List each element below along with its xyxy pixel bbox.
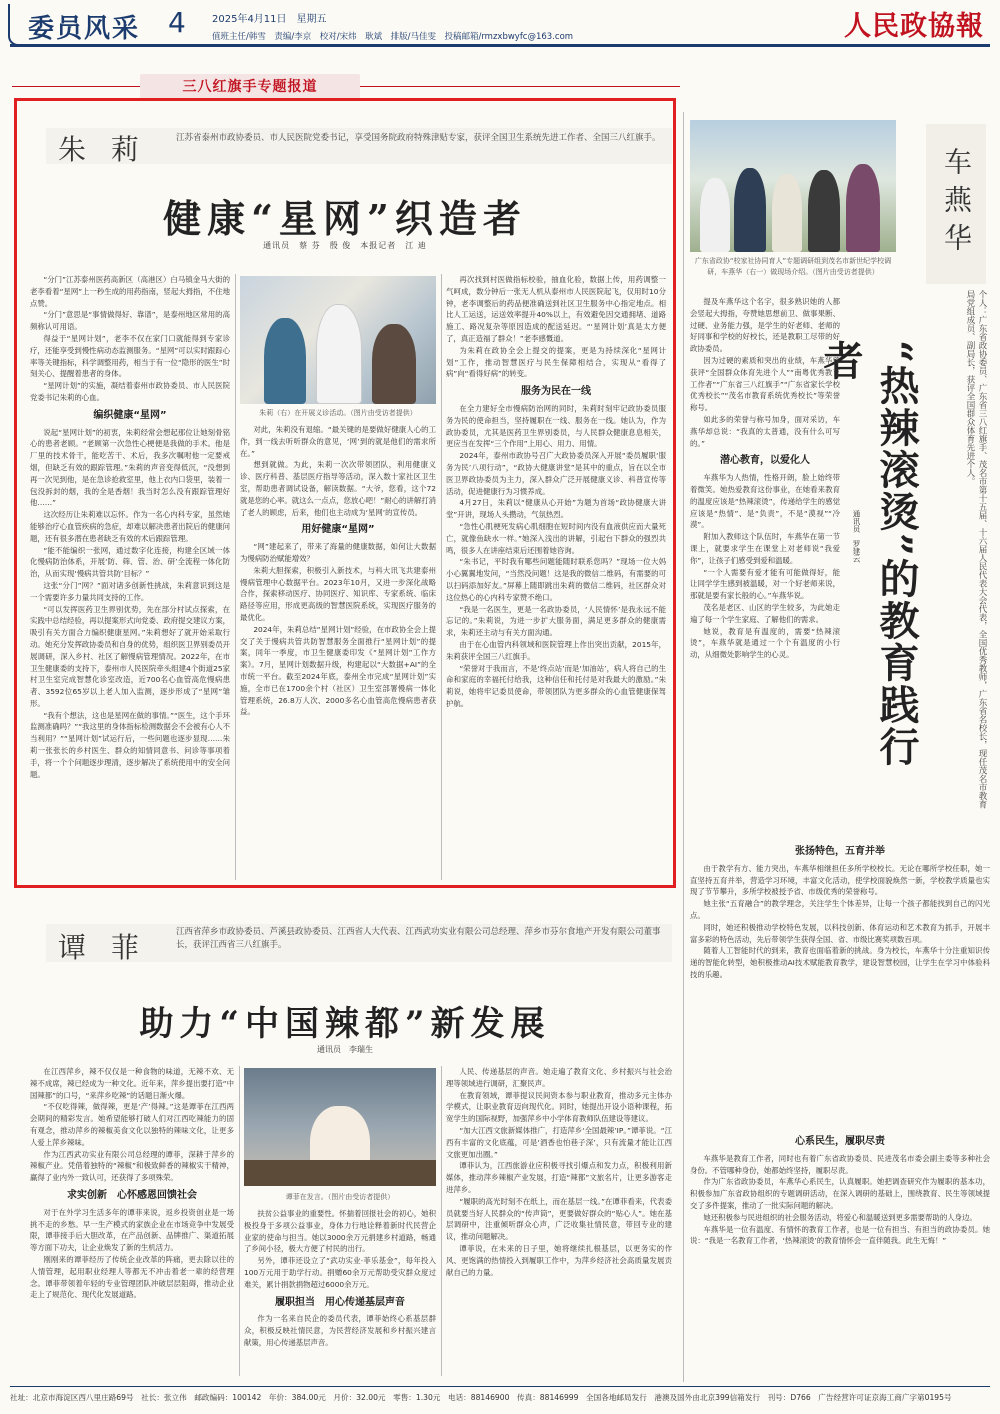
paragraph: 刚刚来的谭菲经历了传统企业改革的阵痛，更去除以往的人情管理，起用职业经理人等都无不冲击着老一辈的经营理念。谭菲带领着年轻的专业管理团队冲破层层阻碍，推动企业走上了规范化、现代化发展道路。 — [30, 1254, 234, 1300]
article1-photo — [240, 276, 436, 404]
section-divider — [683, 112, 684, 1382]
article2-column-3 — [690, 1130, 990, 1374]
paragraph: 作为江西武功实业有限公司总经理的谭菲，深耕于萍乡的辣椒产业。凭借着独特的“辣椒”和极致鲜香的辣椒实干精神，赢得了业内外一致认可，还获得了多项殊荣。 — [30, 1149, 234, 1183]
article1-column-2 — [240, 424, 436, 880]
paragraph: “急性心肌梗死发病心肌细胞在短时间内没有血液供应而大量死亡，就像鱼缺水一样。”她深入浅出的讲解，引起台下群众的强烈共鸣，很多人在讲座结束后还围着她咨询。 — [446, 521, 666, 555]
person-name: 朱 莉 — [58, 133, 147, 166]
paragraph: “分门”江苏泰州医药高新区（高港区）白马镇金马大街的老李看着“星网”上一秒生成的用药指南，竖起大拇指，不住地点赞。 — [30, 275, 230, 308]
paragraph: “我是一名医生，更是一名政协委员，‘人民情怀’是我永远不能忘记的。”朱莉说，为进一步扩大服务面，满足更多群众的健康需求，朱莉还主动与有关方面沟通。 — [446, 604, 666, 638]
paragraph: 为朱莉在政协全会上提交的提案，更是为持续深化“星网计划”工作，推动智慧医疗与民生保障相结合，实现从“看得了病”向“看得好病”的转变。 — [446, 345, 666, 379]
paragraph: 她主张“五育融合”的教学理念，关注学生个体差异，让每一个孩子都能找到自己的闪光点。 — [690, 899, 990, 920]
masthead — [0, 0, 1000, 52]
paragraph: 对于在外学习生活多年的谭菲来说，返乡投资创业是一场挑不走的乡愁。早一生产模式的家族企业在市场竞争中发展受限，谭菲接手后大胆改革，在产品创新、品牌推广、渠道拓展等方面下功夫，让企业焕发了新的生机活力。 — [30, 1207, 234, 1253]
paragraph: “朱书记，平时我有哪些问题能随时联系您吗？”现场一位大妈小心翼翼地发问，“当然没问题！这是我的微信二维码，有需要的可以扫码添加好友。”屏幕上随即跳出朱莉的微信二维码，社区群众对这位热心的心内科专家赞不绝口。 — [446, 557, 666, 602]
paragraph: 这次经历让朱莉难以忘怀。作为一名心内科专家，虽然她能够治疗心血管疾病的急症，却难以解决患者出院后的健康问题，还有很多潜在患者缺乏有效的术后跟踪管理。 — [30, 510, 230, 543]
paragraph: “能不能编织一张网，通过数字化连接，构建全区域一体化慢病防治体系，开展‘防、筛、管、治、研’全流程一体化防治，从而实现‘慢病共管共防’目标？” — [30, 545, 230, 579]
paragraph: 车燕华为人热情，性格开朗，脸上始终带着微笑。她热爱教育这份事业，在她看来教育的温度应该是“热辣滚烫”，传递给学生的感觉应该是“热情”、是“负责”，不是“漠视”“冷漠”。 — [690, 473, 840, 530]
paragraph: “星网计划”的实施，凝结着泰州市政协委员、市人民医院党委书记朱莉的心血。 — [30, 381, 230, 402]
ribbon-line-left — [12, 86, 142, 87]
paragraph: 茂名是老区、山区的学生较多，为此她走遍了每一个学生家庭、了解他们的需求。 — [690, 602, 840, 624]
paragraph: 谭菲认为，江西旅游业应积极寻找引爆点和发力点，积极利用新媒体，推动萍乡辣椒产业发展，打造“辣都”文旅名片，让更多游客走进萍乡。 — [446, 1161, 672, 1194]
paragraph: 扶贫公益事业的重要性。怀揣着回报社会的初心，她积极投身于多项公益事业，身体力行地诠释着新时代民营企业家的使命与担当。她以3000余万元捐建乡村道路，畅通了乡间小径，极大方便了村民的出行。 — [244, 1209, 436, 1254]
photo-caption: 朱莉（右）在开展义诊活动。（图片由受访者提供） — [259, 409, 417, 417]
article2-column-2 — [690, 840, 990, 1040]
paragraph: “可以发挥医药卫生界别优势，先在部分村试点探索，在实践中总结经验，再以提案形式向党委、政府提交建议方案，吸引有关方面合力编织健康星网。”朱莉想好了就开始采取行动。她充分发挥政协委员和自身的优势，组织医卫界别委员开展调研，深入乡村、社区了解慢病管理情况。2022年，在市卫生健康委的支持下，泰州市人民医院牵头组建4个街道25家村卫生室完成智慧化诊室改造，近700名心血管高危慢病患者、3592位65岁以上老人加入监测，逐步形成了“星网”雏形。 — [30, 604, 230, 708]
paragraph: “加大江西文旅新媒体推广，打造萍乡‘全国最辣’IP。”谭菲说。“江西有丰富的文化底蕴，可是‘酒香也怕巷子深’，只有流量才能让江西文旅更加出圈。” — [446, 1125, 672, 1159]
paragraph: 同时，她还积极推动学校特色发展，以科技创新、体育运动和艺术教育为抓手，开展丰富多彩的特色活动，先后带领学生获得全国、省、市级比赛奖项数百项。 — [690, 922, 990, 944]
masthead-bracket — [8, 4, 18, 46]
photo-figure — [264, 318, 306, 404]
subhead: 编织健康“星网” — [93, 409, 167, 421]
paragraph: 在全力建好全市慢病防治网的同时，朱莉时刻牢记政协委员服务为民的使命担当，坚持履职在一线、服务在一线。她认为，作为政协委员，尤其是医药卫生界别委员，与人民群众健康息息相关，更应当在发挥“三个作用”上用心、用力、用情。 — [446, 403, 666, 449]
person-intro: 个人：广东省政协委员、广东省三八红旗手、茂名市第十五届、十六届人民代表大会代表，全国优秀教师，广东省名校长，现任茂名市教育局党组成员、副局长，获评全国群众体育先进个人。 — [965, 290, 987, 809]
paragraph: “我有个想法，这也是星网在做的事情。”“医生，这个手环监测准确吗？”“我这里的身体指标检测数据会不会被有心人不当利用？”“星网计划”试运行后，一些问题也逐步显现……朱莉一张张长的乡村医生、群众的知情同意书、问诊等事项着手，将一个个问题逐步理清，逐步解决了系统使用中的安全问题。 — [30, 710, 230, 779]
paragraph: 说起“星网计划”的初衷，朱莉经常会想起那位让她刻骨铭心的患者老顾。“老顾第一次急性心梗便是我做的手术。他是厂里的技术骨干，能吃苦干、术后，我多次嘱咐他一定要戒烟，但缺乏有效的跟踪管理。”朱莉的声音变得低沉，“没想到再一次见到他，是在急诊抢救室里，他上衣内口袋里，装着一包没拆封的烟，我的全是香烟！我当时怎么没有跟踪管理好他……” — [30, 427, 230, 508]
masthead-rule — [10, 44, 990, 47]
photo-figure — [316, 304, 362, 404]
photo-figure — [372, 324, 416, 404]
paragraph: 如此多的荣誉与称号加身，面对采访，车燕华却总说：“我真的太普通，没有什么可写的。” — [690, 414, 840, 448]
article3-column-1 — [30, 1066, 234, 1376]
paragraph: 人民、传递基层的声音。她走遍了教育文化、乡村振兴与社会治理等领域进行调研，汇聚民声。 — [446, 1067, 672, 1088]
paragraph: 这张“分门”网？”面对诸多创新性挑战，朱莉意识到这是一个需要许多力量共同支持的工作。 — [30, 580, 230, 602]
issue-date: 2025年4月11日 星期五 — [212, 14, 327, 25]
article1-column-3 — [446, 274, 666, 880]
footer-rule — [10, 1386, 990, 1387]
paragraph: 另外，谭菲还设立了“武功实业·菲乐基金”，每年投入100万元用于助学行动。捐赠60余万元帮助受灾群众度过难关，累计捐款捐物超过6000余万元。 — [244, 1256, 436, 1289]
paragraph: 2024年，泰州市政协号召广大政协委员深入开展“委员履职‘服务为民’八项行动”，“政协大健康讲堂”是其中的重点，旨在以全市医卫界政协委员为主力，深入群众广泛开展健康义诊、科普宣传等活动，促进健康行为习惯养成。 — [446, 451, 666, 496]
paragraph: 对此，朱莉没有退缩。“最关键的是要做好健康人心的工作，到一线去听听群众的意见，‘网’到的就是他们的需求所在。” — [240, 425, 436, 458]
paragraph: 车燕华是一位有温度、有情怀的教育工作者，也是一位有担当、有担当的政协委员。她说：“我是一名教育工作者，‘热辣滚烫’的教育情怀会一直伴随我。此生无悔！” — [690, 1224, 990, 1246]
paragraph: 谭菲说，在未来的日子里，她将继续扎根基层，以更务实的作风、更饱满的热情投入到履职工作中，为萍乡经济社会高质量发展贡献自己的力量。 — [446, 1243, 672, 1277]
article2-photo — [690, 120, 896, 252]
paragraph: 她还积极参与民进组织的社会服务活动，将爱心和温暖送到更多需要帮助的人身边。 — [703, 1212, 977, 1222]
person-name: 车燕华 — [926, 124, 986, 284]
paragraph: 提及车燕华这个名字，很多熟识她的人都会竖起大拇指，夸赞她思想前卫、做事果断、过硬、业务能力强，是学生的好老师、老师的好同事和学校的好校长，还是教职工尽带的好政协委员。 — [690, 297, 840, 354]
photo-figure — [846, 164, 880, 252]
photo-figure — [734, 168, 766, 252]
article-byline: 通讯员 蔡 芬 殷 俊 本报记者 江 迪 — [263, 241, 427, 250]
paragraph: 在江西萍乡，辣不仅仅是一种食物的味道，无辣不欢、无辣不成席，辣已经成为一种文化。近年来，萍乡提出要打造“中国辣都”的口号，“来萍乡吃辣”的话题日渐火爆。 — [30, 1067, 234, 1100]
subhead: 用好健康“星网” — [301, 524, 375, 536]
photo-figure — [808, 170, 840, 252]
photo-caption: 广东省政协“校家社协同育人”专题调研组到茂名市新世纪学校调研，车燕华（右一）做现场介绍。（图片由受访者提供） — [694, 257, 892, 276]
person-intro: 江苏省泰州市政协委员、市人民医院党委书记，享受国务院政府特殊津贴专家，获评全国卫生系统先进工作者、全国三八红旗手。 — [176, 133, 661, 143]
column-divider — [441, 274, 442, 880]
article-byline: 通讯员 李瑞生 — [317, 1045, 373, 1054]
paragraph: 作为广东省政协委员，车燕华心系民生，认真履职。她把调查研究作为履职的基本功，积极参加广东省政协组织的专题调研活动，在深入调研的基础上，围绕教育、民生等领域提交了多件提案，推动了一批实际问题的解决。 — [690, 1177, 990, 1210]
paragraph: 车燕华是教育工作者，同时也有着广东省政协委员、民进茂名市委会副主委等多种社会身份。不管哪种身份，她都始终坚持，履职尽责。 — [690, 1153, 990, 1175]
paragraph: 2024年，朱莉总结“星网计划”经验，在市政协全会上提交了关于慢病共管共防智慧服务全面推行“星网计划”的提案，同年一季度，市卫生健康委印发《“星网计划”工作方案》。7月，星网计划数据升级，构建起以“大数据+AI”的全市统一平台。截至2024年底，泰州全市完成“星网计划”实施，全市已在1700余个村（社区）卫生室部署慢病一体化管理系统，26.8万人次、2000多名心血管高危慢病患者获益。 — [240, 624, 436, 717]
paragraph: 附加入教师这个队伍时，车燕华在第一节课上，就要求学生在课堂上对老师说“我爱你”，让孩子们感受到爱和温暖。 — [690, 532, 840, 565]
paragraph: “不仅吃得辣，做得辣，更是‘产’得辣。”这是谭菲在江西两会期间的精彩发言。她希望能够打破人们对江西吃辣能力的固有观念，推动萍乡的辣椒美食文化以独特的辣味文化，让更多人爱上萍乡辣味。 — [30, 1102, 234, 1147]
article3-column-2 — [244, 1208, 436, 1376]
paragraph: 得益于“星网计划”，老李不仅在家门口就能得到专家诊疗，还能享受到慢性病动态监测服务。“星网”可以实时跟踪心率等关键指标，科学调整用药，相当于有一位“隐形的医生”时刻关心、提醒着患者的身体。 — [30, 333, 230, 379]
newspaper-logo: 人民政協報 — [844, 11, 984, 42]
article-headline[interactable]: 健康“星网”织造者 — [163, 196, 527, 241]
article1-column-1 — [30, 274, 230, 880]
paragraph: 想到就做。为此，朱莉一次次带领团队，利用健康义诊、医疗科普、基层医疗指导等活动，深入数十家社区卫生室，帮助患者调试设备，解读数据。“大爷，您看，这个72就是您的心率。就这么一点点，您放心吧！”耐心的讲解打消了老人的顾虑，后来，他们也主动成为‘星网’的宣传员。 — [240, 460, 436, 517]
article3-column-3 — [446, 1066, 672, 1376]
editors-line: 值班主任/韩雪 责编/李京 校对/宋炜 耿斌 排版/马佳雯 投稿邮箱/rmzxbwyfc@163.com — [212, 32, 574, 42]
article-byline: 通讯员 罗建云 — [852, 510, 861, 563]
paragraph: “网”建起来了，带来了海量的健康数据，如何让大数据为慢病防治赋能增效？ — [240, 542, 436, 563]
article-headline[interactable]: “热辣滚烫”的教育践行者 — [817, 340, 920, 769]
article3-photo — [244, 1068, 436, 1186]
article-headline[interactable]: 助力“中国辣都”新发展 — [139, 1004, 551, 1044]
photo-figure — [772, 174, 802, 252]
person-intro: 江西省萍乡市政协委员、芦溪县政协委员、江西省人大代表、江西武功实业有限公司总经理、萍乡市芬尔食地产开发有限公司董事长，获评江西省三八红旗手。 — [176, 927, 661, 950]
footer-info: 社址：北京市海淀区西八里庄路69号 社长：张立伟 邮政编码：100142 年价：384.00元 月价：32.00元 零售：1.30元 电话：88146900 传真：88146999 全国各地邮局发行 港澳及国外由北京399信箱发行 刊号：D766 广告经营许可证京海工商广字第0195号 — [10, 1393, 952, 1402]
paragraph: 朱莉大胆探索，积极引入新技术，与科大讯飞共建泰州慢病管理中心数据平台。2023年10月，又进一步深化战略合作，探索移动医疗、协同医疗、知识库、专家系统、临床路径等应用，形成更高级的智慧医院系统，实现医疗服务的最优化。 — [240, 565, 436, 622]
subhead: 潜心教育，以爱化人 — [720, 455, 810, 467]
paragraph: 由于在心血管内科领域和医院管理上作出突出贡献，2015年，朱莉获评全国三八红旗手。 — [446, 639, 666, 661]
photo-caption: 谭菲在发言。（图片由受访者提供） — [285, 1193, 395, 1201]
person-name: 谭 菲 — [58, 931, 147, 964]
section-title: 委员风采 — [28, 14, 141, 44]
paragraph: “荣誉对于我而言，不是‘终点站’而是‘加油站’，病人将自己的生命和家庭的幸福托付给我，这种信任和托付是对我最大的激励。”朱莉说，她将牢记委员使命，带领团队为更多群众的心血管健康保驾护航。 — [446, 663, 666, 708]
paragraph: “履职的高光时刻不在纸上，而在基层一线。”在谭菲看来，代表委员就要当好人民群众的“传声筒”，更要做好群众的“贴心人”。她在基层调研中，注重倾听群众心声，广泛收集社情民意，带回专业的建议，推动问题解决。 — [446, 1196, 672, 1242]
special-report-ribbon: 三八红旗手专题报道 — [140, 74, 360, 100]
subhead: 履职担当 用心传递基层声音 — [275, 1296, 405, 1308]
subhead: 张扬特色，五育并举 — [795, 846, 885, 857]
subhead: 求实创新 心怀感恩回馈社会 — [67, 1189, 197, 1201]
column-divider — [235, 274, 236, 880]
paragraph: “分门”意思是“事情做得好、靠谱”，是泰州地区常用的高频称认可用语。 — [30, 310, 230, 332]
subhead: 服务为民在一线 — [521, 386, 591, 398]
article2-column-1 — [690, 296, 840, 816]
photo-desk — [244, 1160, 436, 1186]
paragraph: 由于教学有方、能力突出，车燕华相继担任多所学校校长。无论在哪所学校任职，她一直坚持五育并举，营造学习环境，丰富文化活动，使学校面貌焕然一新，学校教学质量也实现了节节攀升，多所学校被授予省、市级优秀的荣誉称号。 — [690, 863, 990, 897]
paragraph: 她说，教育是有温度的，需要“热辣滚烫”，车燕华就是通过一个个有温度的小行动，从细微处影响学生的心灵。 — [690, 626, 840, 660]
paragraph: 作为一名来自民企的委员代表，谭菲始终心系基层群众，积极反映社情民意，为民营经济发展和乡村振兴建言献策，用心传递基层声音。 — [244, 1314, 436, 1347]
paragraph: 因为过硬的素质和突出的业绩，车燕华曾获评“全国群众体育先进个人”“南粤优秀教育工作者”“广东省三八红旗手”“广东省家长学校优秀校长”“茂名市教育系统优秀校长”等荣誉称号。 — [690, 355, 840, 413]
photo-figure — [700, 178, 730, 252]
paragraph: 在教育领域，谭菲提议民间资本参与职业教育，推动多元主体办学模式，让职业教育迈向现代化。同时，她提出开设小语种课程，拓宽学生的国际视野，加强萍乡中小学体育教师队伍建设等建议。 — [446, 1090, 672, 1124]
paragraph: 再次找到村医做指标校验，抽血化验，数据上传，用药调整一气呵成，数分钟后一张无人机从泰州市人民医院起飞，仅用时10分钟，老李调整后的药品便准确送到社区卫生服务中心指定地点。相比人工运送，运送效率提升40%以上，有效避免因交通拥堵、道路施工、路况复杂等原因造成的配送延迟。“‘星网计划’真是太方便了，真正造福了群众！”老李感慨道。 — [446, 275, 666, 343]
ribbon-line-right — [360, 86, 680, 87]
page-number: 4 — [168, 6, 186, 39]
paragraph: 4月27日，朱莉以“健康从心开始”为题为首场“政协健康大讲堂”开讲，现场人头攒动，气氛热烈。 — [446, 498, 666, 520]
paragraph: 随着人工智能时代的到来，教育也面临着新的挑战。身为校长，车燕华十分注重知识传递的智能化转型，她积极推动AI技术赋能教育教学，建设智慧校园，让学生在学习中体验科技的乐趣。 — [690, 946, 990, 979]
column-divider — [441, 1066, 442, 1376]
paragraph: “一个人需要有爱才能有可能做得好，能让同学学生感到被温暖，对一个好老师来说，那就是要有家长般的心。”车燕华说。 — [690, 567, 840, 601]
subhead: 心系民生，履职尽责 — [795, 1136, 885, 1147]
column-divider — [239, 1066, 240, 1376]
